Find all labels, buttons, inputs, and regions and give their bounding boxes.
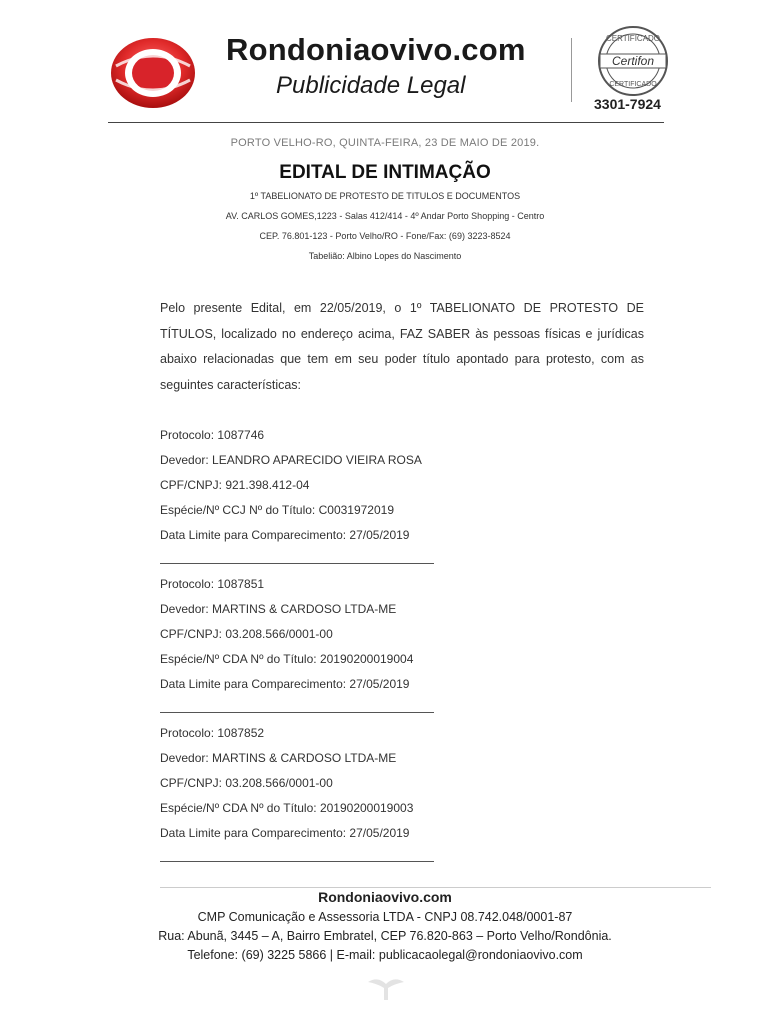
record-cpf-cnpj: CPF/CNPJ: 03.208.566/0001-00: [160, 776, 333, 790]
footer-contact: Telefone: (69) 3225 5866 | E-mail: publicacaolegal@rondoniaovivo.com: [187, 948, 583, 962]
record-especie: Espécie/Nº CCJ Nº do Título: C0031972019: [160, 503, 395, 517]
record-protocolo: Protocolo: 1087851: [160, 577, 265, 591]
office-tabeliao: Tabelião: Albino Lopes do Nascimento: [308, 251, 462, 261]
footer-company: CMP Comunicação e Assessoria LTDA - CNPJ 08.742.048/0001-87: [197, 910, 573, 924]
record-separator: [160, 861, 434, 862]
record-block: [160, 426, 560, 551]
record-protocolo: Protocolo: 1087852: [160, 726, 265, 740]
seal-brand-text: Certifon: [611, 54, 655, 68]
record-block: [160, 724, 560, 849]
record-block: [160, 575, 560, 700]
record-data-limite: Data Limite para Comparecimento: 27/05/2019: [160, 826, 410, 840]
record-protocolo: Protocolo: 1087746: [160, 428, 265, 442]
record-separator: [160, 712, 434, 713]
record-especie: Espécie/Nº CDA Nº do Título: 20190200019004: [160, 652, 414, 666]
record-separator: [160, 563, 434, 564]
record-devedor: Devedor: LEANDRO APARECIDO VIEIRA ROSA: [160, 453, 422, 467]
record-data-limite: Data Limite para Comparecimento: 27/05/2019: [160, 677, 410, 691]
bird-watermark-icon: [366, 970, 406, 1002]
seal-phone: 3301-7924: [594, 96, 661, 112]
office-cep: CEP. 76.801-123 - Porto Velho/RO - Fone/Fax: (69) 3223-8524: [259, 231, 511, 241]
record-devedor: Devedor: MARTINS & CARDOSO LTDA-ME: [160, 602, 397, 616]
record-devedor: Devedor: MARTINS & CARDOSO LTDA-ME: [160, 751, 397, 765]
brand-tagline: Publicidade Legal: [276, 72, 466, 99]
page-title: EDITAL DE INTIMAÇÃO: [279, 162, 491, 183]
rondoniaovivo-logo-icon: [110, 36, 196, 110]
footer-divider: [160, 887, 711, 888]
body-paragraph: Pelo presente Edital, em 22/05/2019, o 1º TABELIONATO DE PROTESTO DE TÍTULOS, localizado no endereço acima, FAZ SABER às pessoas físicas e jurídicas abaixo relacionadas que tem em seu poder título apontado para protesto, com as seguintes características:: [160, 301, 644, 392]
office-address: AV. CARLOS GOMES,1223 - Salas 412/414 - 4º Andar Porto Shopping - Centro: [225, 211, 545, 221]
office-name: 1º TABELIONATO DE PROTESTO DE TITULOS E DOCUMENTOS: [249, 191, 521, 201]
record-cpf-cnpj: CPF/CNPJ: 03.208.566/0001-00: [160, 627, 333, 641]
header-divider: [108, 122, 664, 123]
certifon-seal-icon: [590, 24, 676, 98]
record-especie: Espécie/Nº CDA Nº do Título: 20190200019003: [160, 801, 414, 815]
footer-address: Rua: Abunã, 3445 – A, Bairro Embratel, CEP 76.820-863 – Porto Velho/Rondônia.: [158, 929, 612, 943]
record-data-limite: Data Limite para Comparecimento: 27/05/2019: [160, 528, 410, 542]
brand-name: Rondoniaovivo.com: [226, 32, 526, 67]
footer-brand: Rondoniaovivo.com: [318, 889, 452, 905]
seal-bottom-text: CERTIFICADO: [609, 81, 657, 88]
dateline: PORTO VELHO-RO, QUINTA-FEIRA, 23 DE MAIO DE 2019.: [230, 137, 540, 149]
header-vertical-divider: [571, 38, 572, 102]
record-cpf-cnpj: CPF/CNPJ: 921.398.412-04: [160, 478, 310, 492]
seal-top-text: CERTIFICADO: [605, 34, 661, 43]
